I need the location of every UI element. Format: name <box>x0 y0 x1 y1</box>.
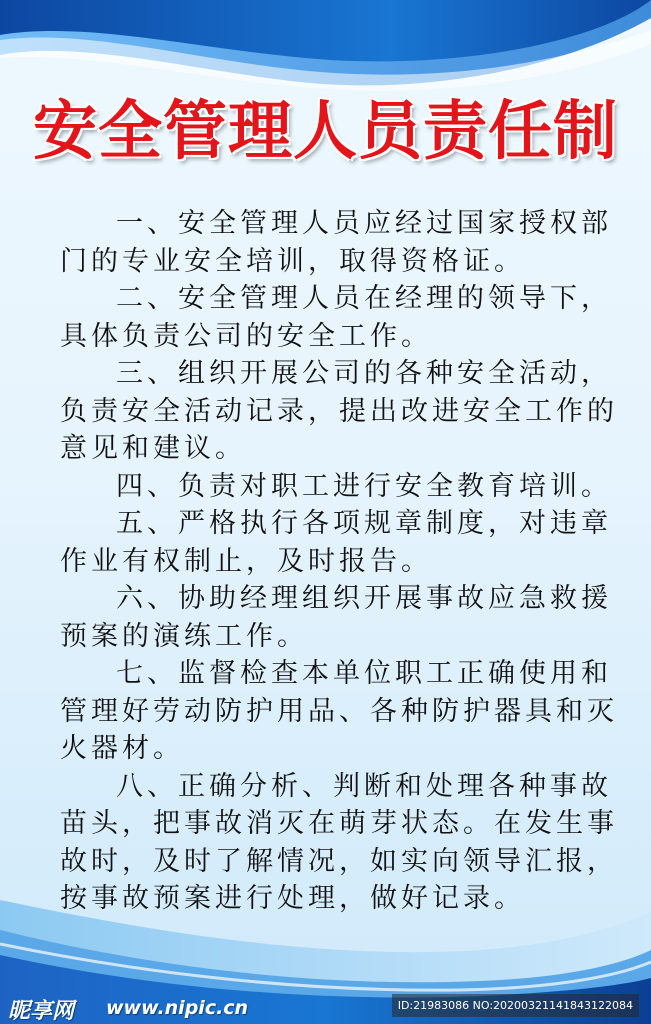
duty-item-1: 一、安全管理人员应经过国家授权部门的专业安全培训，取得资格证。 <box>60 208 612 277</box>
page-title: 安全管理人员责任制 <box>33 95 618 169</box>
watermark-logo: 昵享网 <box>8 999 75 1024</box>
duty-list <box>60 205 635 918</box>
watermark-bar <box>0 990 651 1024</box>
watermark-site: www.nipic.cn <box>106 997 249 1019</box>
duty-item-2: 二、安全管理人员在经理的领导下，具体负责公司的安全工作。 <box>60 283 612 352</box>
duty-item-5: 五、严格执行各项规章制度，对违章作业有权制止，及时报告。 <box>60 508 612 577</box>
duty-item-8: 八、正确分析、判断和处理各种事故苗头，把事故消灭在萌芽状态。在发生事故时，及时了解情况，如实向领导汇报，按事故预案进行处理，做好记录。 <box>60 770 618 914</box>
duty-item-6: 六、协助经理组织开展事故应急救援预案的演练工作。 <box>60 583 612 652</box>
duty-item-4: 四、负责对职工进行安全教育培训。 <box>116 470 612 502</box>
duty-item-7: 七、监督检查本单位职工正确使用和管理好劳动防护用品、各种防护器具和灭火器材。 <box>60 658 618 764</box>
duty-item-3: 三、组织开展公司的各种安全活动，负责安全活动记录，提出改进安全工作的意见和建议。 <box>60 358 618 464</box>
watermark-id: ID:21983086 NO:20200321141843122084 <box>392 994 639 1017</box>
